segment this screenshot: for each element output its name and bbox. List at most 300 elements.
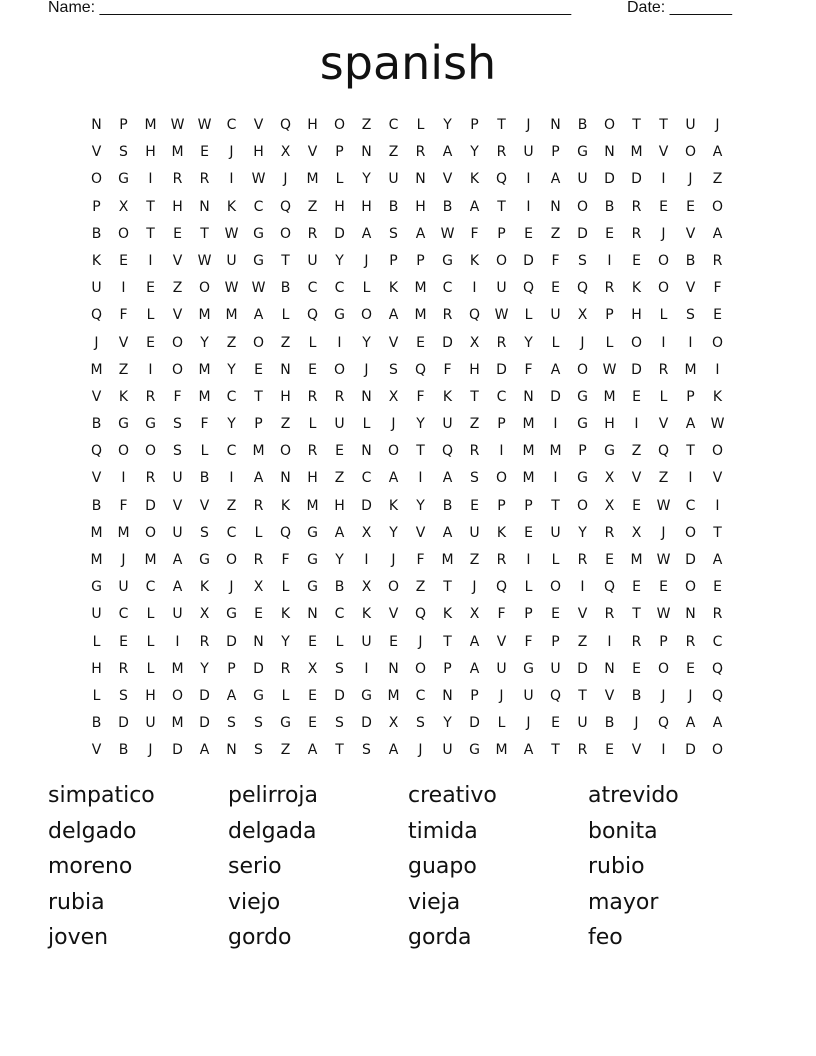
grid-letter: V (253, 117, 264, 133)
grid-letter: Z (334, 470, 345, 487)
grid-letter: J (229, 144, 234, 161)
grid-letter: G (469, 742, 480, 759)
grid-letter: Q (414, 361, 427, 378)
grid-letter: L (308, 334, 317, 351)
grid-letter: Y (362, 334, 371, 351)
grid-letter: G (307, 552, 318, 568)
grid-letter: C (361, 470, 372, 487)
grid-letter: Z (631, 443, 642, 460)
grid-letter: Z (118, 361, 129, 378)
grid-letter: M (387, 687, 400, 704)
grid-letter: P (497, 497, 506, 514)
grid-letter: M (630, 552, 643, 568)
grid-letter: G (577, 144, 588, 161)
grid-letter: Y (335, 252, 344, 269)
grid-letter: A (199, 742, 210, 759)
grid-letter: J (418, 742, 423, 759)
grid-letter: P (443, 660, 452, 677)
grid-letter: J (661, 524, 666, 541)
grid-letter: Q (414, 606, 427, 623)
grid-letter: N (280, 361, 291, 378)
grid-letter: P (524, 606, 533, 623)
grid-letter: I (121, 470, 126, 487)
grid-letter: Q (495, 171, 508, 188)
grid-letter: H (145, 144, 156, 161)
grid-letter: U (361, 633, 372, 650)
grid-letter: G (577, 388, 588, 405)
grid-letter: P (551, 144, 560, 161)
grid-letter: V (388, 334, 399, 351)
grid-row (83, 221, 733, 248)
grid-letter: S (362, 742, 371, 759)
grid-letter: V (172, 307, 183, 324)
grid-letter: M (117, 524, 130, 541)
grid-letter: L (308, 416, 317, 433)
grid-letter: U (388, 171, 399, 188)
grid-letter: O (171, 687, 184, 704)
grid-letter: J (283, 171, 288, 188)
grid-letter: P (227, 660, 236, 677)
grid-letter: F (713, 280, 722, 297)
grid-letter: Y (281, 633, 290, 650)
grid-letter: O (333, 117, 346, 133)
grid-letter: G (91, 579, 102, 596)
grid-letter: H (307, 470, 318, 487)
grid-letter: Z (577, 633, 588, 650)
grid-letter: H (604, 416, 615, 433)
grid-letter: R (145, 388, 156, 405)
grid-letter: N (361, 443, 372, 460)
grid-row (83, 330, 733, 357)
grid-letter: K (226, 198, 237, 215)
grid-letter: R (631, 225, 642, 242)
grid-letter: D (604, 171, 615, 188)
grid-letter: O (495, 252, 508, 269)
grid-letter: M (144, 552, 157, 568)
grid-letter: O (387, 579, 400, 596)
grid-row (83, 520, 733, 547)
grid-letter: L (200, 443, 209, 460)
grid-letter: W (251, 171, 266, 188)
grid-letter: C (226, 388, 237, 405)
grid-letter: O (117, 443, 130, 460)
grid-letter: N (199, 198, 210, 215)
grid-letter: O (549, 579, 562, 596)
grid-letter: E (659, 579, 668, 596)
grid-letter: G (577, 470, 588, 487)
grid-letter: W (251, 280, 266, 297)
name-field[interactable]: Name: _____________________________________________________ (48, 0, 572, 16)
grid-letter: O (198, 280, 211, 297)
grid-letter: Z (280, 416, 291, 433)
grid-letter: T (497, 198, 506, 215)
grid-letter: I (148, 171, 153, 188)
grid-letter: E (173, 225, 182, 242)
grid-letter: A (550, 171, 561, 188)
grid-letter: Q (468, 307, 481, 324)
grid-letter: X (577, 307, 588, 324)
grid-letter: E (686, 198, 695, 215)
grid-letter: F (173, 388, 182, 405)
grid-letter: Q (657, 443, 670, 460)
grid-letter: V (172, 252, 183, 269)
grid-letter: L (92, 633, 101, 650)
grid-letter: E (335, 443, 344, 460)
grid-letter: G (523, 660, 534, 677)
grid-letter: J (526, 715, 531, 732)
grid-letter: E (308, 715, 317, 732)
grid-letter: O (171, 334, 184, 351)
grid-row (83, 411, 733, 438)
grid-letter: E (308, 361, 317, 378)
grid-letter: N (523, 388, 534, 405)
grid-letter: S (200, 524, 209, 541)
grid-letter: M (549, 443, 562, 460)
grid-letter: D (172, 742, 183, 759)
grid-letter: K (280, 606, 291, 623)
grid-letter: M (414, 280, 427, 297)
grid-letter: L (605, 334, 614, 351)
grid-letter: U (91, 606, 102, 623)
grid-letter: F (524, 633, 533, 650)
grid-letter: N (415, 171, 426, 188)
grid-letter: A (415, 225, 426, 242)
grid-letter: V (442, 171, 453, 188)
grid-letter: D (496, 361, 507, 378)
grid-letter: M (198, 361, 211, 378)
grid-letter: X (307, 660, 318, 677)
grid-letter: R (604, 606, 615, 623)
grid-letter: F (416, 552, 425, 568)
grid-letter: A (226, 687, 237, 704)
grid-letter: L (335, 633, 344, 650)
date-field[interactable]: Date: _______ (627, 0, 732, 16)
grid-letter: C (253, 198, 264, 215)
grid-letter: H (307, 117, 318, 133)
grid-letter: D (118, 715, 129, 732)
grid-letter: R (415, 144, 426, 161)
grid-letter: I (148, 252, 153, 269)
grid-letter: U (442, 416, 453, 433)
grid-letter: V (388, 606, 399, 623)
grid-letter: Q (522, 280, 535, 297)
grid-letter: O (225, 552, 238, 568)
grid-letter: O (711, 443, 724, 460)
grid-row (83, 683, 733, 710)
grid-letter: D (685, 552, 696, 568)
grid-letter: F (470, 225, 479, 242)
grid-letter: E (551, 606, 560, 623)
grid-letter: H (145, 687, 156, 704)
grid-letter: K (442, 606, 453, 623)
word-list-item: viejo (228, 889, 281, 915)
grid-letter: A (442, 144, 453, 161)
grid-letter: R (496, 144, 507, 161)
grid-letter: E (659, 198, 668, 215)
grid-letter: E (551, 715, 560, 732)
grid-letter: A (253, 307, 264, 324)
grid-letter: B (118, 742, 129, 759)
grid-letter: Z (550, 225, 561, 242)
grid-letter: M (441, 552, 454, 568)
grid-letter: K (91, 252, 102, 269)
grid-letter: X (604, 470, 615, 487)
grid-letter: F (524, 361, 533, 378)
grid-letter: Z (280, 742, 291, 759)
grid-letter: W (656, 497, 671, 514)
grid-letter: X (469, 334, 480, 351)
grid-letter: I (499, 443, 504, 460)
grid-letter: R (118, 660, 129, 677)
grid-letter: D (226, 633, 237, 650)
grid-letter: O (684, 579, 697, 596)
grid-row (83, 629, 733, 656)
grid-letter: I (526, 552, 531, 568)
grid-letter: V (118, 334, 129, 351)
grid-row (83, 465, 733, 492)
grid-letter: Q (657, 715, 670, 732)
grid-letter: R (469, 443, 480, 460)
word-list-item: vieja (408, 889, 461, 915)
grid-letter: W (224, 280, 239, 297)
grid-letter: J (661, 225, 666, 242)
grid-letter: K (388, 497, 399, 514)
grid-letter: Z (388, 144, 399, 161)
grid-letter: F (416, 388, 425, 405)
grid-letter: K (388, 280, 399, 297)
grid-letter: U (469, 524, 480, 541)
grid-letter: S (335, 715, 344, 732)
grid-letter: Q (711, 687, 724, 704)
grid-letter: S (416, 715, 425, 732)
grid-letter: U (577, 171, 588, 188)
grid-letter: D (361, 497, 372, 514)
grid-letter: N (91, 117, 102, 133)
grid-letter: W (197, 117, 212, 133)
grid-letter: O (144, 524, 157, 541)
grid-letter: K (280, 497, 291, 514)
grid-letter: N (226, 742, 237, 759)
grid-letter: B (631, 687, 642, 704)
grid-letter: C (145, 579, 156, 596)
grid-letter: N (253, 633, 264, 650)
grid-letter: T (713, 524, 722, 541)
grid-letter: G (442, 252, 453, 269)
grid-letter: E (551, 280, 560, 297)
grid-letter: W (170, 117, 185, 133)
grid-letter: O (279, 443, 292, 460)
grid-letter: R (577, 742, 588, 759)
grid-letter: A (712, 144, 723, 161)
grid-letter: B (604, 198, 615, 215)
grid-letter: Y (362, 171, 371, 188)
grid-letter: F (200, 416, 209, 433)
grid-letter: X (253, 579, 264, 596)
grid-letter: O (333, 361, 346, 378)
grid-letter: R (253, 497, 264, 514)
grid-letter: G (361, 687, 372, 704)
grid-letter: U (172, 470, 183, 487)
grid-letter: O (711, 742, 724, 759)
word-list-item: rubio (588, 854, 645, 880)
grid-letter: M (630, 144, 643, 161)
grid-letter: Y (416, 416, 425, 433)
grid-letter: U (685, 117, 696, 133)
word-list (48, 778, 768, 956)
grid-letter: S (119, 144, 128, 161)
grid-letter: M (495, 742, 508, 759)
grid-letter: G (577, 416, 588, 433)
grid-letter: V (91, 470, 102, 487)
grid-letter: X (280, 144, 291, 161)
grid-letter: E (119, 252, 128, 269)
word-list-item: moreno (48, 854, 133, 880)
grid-letter: J (229, 579, 234, 596)
grid-letter: B (91, 715, 102, 732)
grid-letter: D (361, 715, 372, 732)
grid-letter: D (253, 660, 264, 677)
grid-letter: U (550, 307, 561, 324)
grid-letter: C (442, 280, 453, 297)
grid-letter: X (199, 606, 210, 623)
grid-letter: Z (658, 470, 669, 487)
grid-letter: Y (443, 117, 452, 133)
grid-letter: Z (361, 117, 372, 133)
grid-row (83, 574, 733, 601)
grid-letter: M (90, 552, 103, 568)
grid-letter: Q (495, 579, 508, 596)
grid-letter: W (494, 307, 509, 324)
grid-letter: C (226, 117, 237, 133)
grid-letter: Z (226, 334, 237, 351)
grid-letter: O (144, 443, 157, 460)
grid-letter: Z (226, 497, 237, 514)
grid-letter: N (604, 660, 615, 677)
grid-letter: B (388, 198, 399, 215)
letter-grid (83, 112, 733, 765)
word-list-item: atrevido (588, 783, 679, 808)
grid-letter: L (416, 117, 425, 133)
grid-letter: B (442, 198, 453, 215)
grid-row (83, 710, 733, 737)
grid-letter: S (578, 252, 587, 269)
grid-letter: R (199, 171, 210, 188)
grid-letter: F (497, 606, 506, 623)
grid-letter: T (416, 443, 425, 460)
grid-row (83, 112, 733, 139)
grid-letter: S (470, 470, 479, 487)
grid-row (83, 438, 733, 465)
grid-letter: Y (227, 416, 236, 433)
grid-letter: E (416, 334, 425, 351)
grid-letter: K (118, 388, 129, 405)
grid-letter: G (118, 416, 129, 433)
grid-letter: G (334, 307, 345, 324)
grid-letter: D (334, 687, 345, 704)
grid-letter: U (550, 660, 561, 677)
grid-letter: X (361, 579, 372, 596)
grid-letter: E (146, 334, 155, 351)
grid-letter: O (630, 334, 643, 351)
grid-letter: Q (603, 579, 616, 596)
grid-letter: I (607, 252, 612, 269)
grid-letter: X (604, 497, 615, 514)
grid-letter: P (497, 416, 506, 433)
grid-letter: G (280, 715, 291, 732)
grid-letter: I (472, 280, 477, 297)
grid-letter: A (334, 524, 345, 541)
grid-letter: L (281, 307, 290, 324)
grid-letter: E (524, 524, 533, 541)
grid-letter: O (252, 334, 265, 351)
grid-letter: D (577, 225, 588, 242)
grid-letter: J (580, 334, 585, 351)
grid-letter: A (388, 307, 399, 324)
grid-letter: T (254, 388, 263, 405)
grid-letter: B (199, 470, 210, 487)
grid-letter: N (307, 606, 318, 623)
grid-letter: Q (711, 660, 724, 677)
grid-letter: F (119, 497, 128, 514)
word-list-item: gorda (408, 925, 472, 951)
grid-letter: A (388, 742, 399, 759)
grid-letter: T (443, 633, 452, 650)
grid-letter: X (388, 388, 399, 405)
grid-letter: T (632, 606, 641, 623)
grid-letter: N (388, 660, 399, 677)
grid-letter: R (307, 225, 318, 242)
grid-letter: V (496, 633, 507, 650)
grid-letter: I (418, 470, 423, 487)
grid-letter: C (118, 606, 129, 623)
grid-letter: D (550, 388, 561, 405)
grid-letter: E (632, 252, 641, 269)
grid-letter: K (199, 579, 210, 596)
grid-letter: V (91, 742, 102, 759)
grid-letter: I (661, 742, 666, 759)
grid-letter: O (117, 225, 130, 242)
grid-letter: O (414, 660, 427, 677)
grid-letter: M (144, 117, 157, 133)
grid-letter: X (469, 606, 480, 623)
grid-letter: D (199, 687, 210, 704)
grid-letter: S (173, 443, 182, 460)
grid-letter: O (657, 280, 670, 297)
grid-letter: O (576, 198, 589, 215)
grid-row (83, 493, 733, 520)
grid-letter: T (443, 579, 452, 596)
grid-letter: N (550, 198, 561, 215)
grid-letter: B (442, 497, 453, 514)
grid-letter: E (119, 633, 128, 650)
grid-row (83, 547, 733, 574)
grid-letter: Y (227, 361, 236, 378)
grid-letter: O (657, 660, 670, 677)
word-list-item: mayor (588, 889, 659, 915)
grid-letter: C (712, 633, 723, 650)
grid-letter: U (118, 579, 129, 596)
word-list-item: guapo (408, 854, 477, 880)
grid-letter: J (526, 117, 531, 133)
grid-letter: R (658, 361, 669, 378)
grid-letter: E (200, 144, 209, 161)
grid-letter: Y (416, 497, 425, 514)
grid-letter: R (253, 552, 264, 568)
grid-letter: Q (90, 307, 103, 324)
grid-letter: E (632, 497, 641, 514)
grid-letter: J (148, 742, 153, 759)
grid-letter: L (524, 579, 533, 596)
